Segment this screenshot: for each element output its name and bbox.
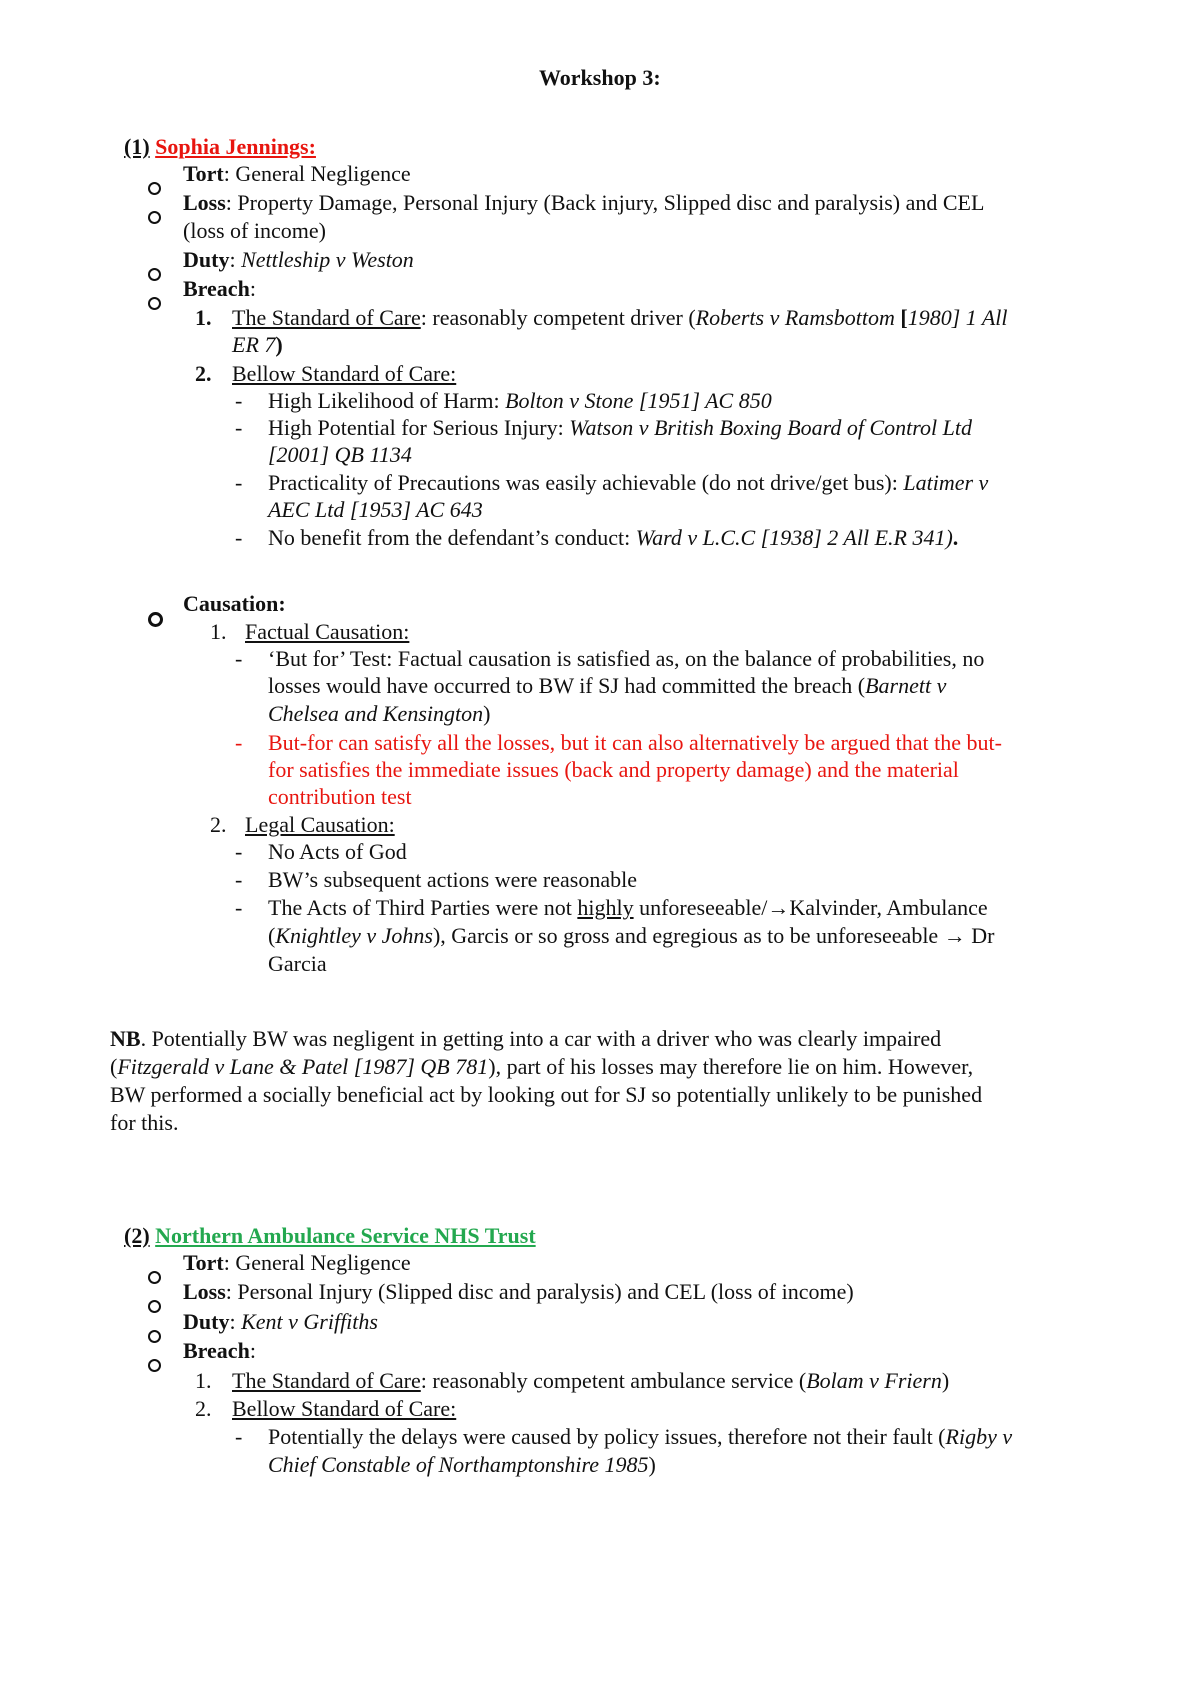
section-2-breach-item-2 — [232, 1395, 456, 1423]
item-case: Barnett v — [865, 673, 947, 698]
breach-item-1-number: 1. — [195, 1368, 212, 1393]
breach-item-2 — [232, 360, 456, 388]
breach-colon: : — [249, 276, 256, 301]
duty-case: Kent v Griffiths — [241, 1309, 378, 1334]
loss-label: Loss — [183, 1279, 226, 1304]
arrow-icon: → — [767, 895, 790, 920]
bullet-tort-marker — [148, 182, 161, 195]
tort-text: : General Negligence — [223, 161, 411, 186]
dash-marker: - — [235, 1424, 243, 1449]
bullet-breach-marker — [148, 1359, 161, 1372]
item-text: Kalvinder, Ambulance — [789, 895, 988, 920]
nb-paragraph-line-4 — [110, 1109, 178, 1137]
nb-paragraph-line-1 — [110, 1025, 941, 1053]
section-1-breach — [183, 275, 256, 303]
loss-label: Loss — [183, 190, 226, 215]
loss-text: : Property Damage, Personal Injury (Back injury, Slipped disc and paralysis) and CEL — [225, 190, 985, 215]
section-2-heading — [124, 1222, 536, 1250]
item-text: Garcia — [268, 951, 327, 976]
nb-case: Fitzgerald v Lane & Patel [1987] QB 781 — [117, 1054, 489, 1079]
item-text: Practicality of Precautions was easily achievable (do not drive/get bus): — [268, 470, 904, 495]
item-text: contribution test — [268, 784, 412, 809]
duty-label: Duty — [183, 1309, 230, 1334]
section-1-heading — [124, 133, 316, 161]
breach-item-1-number: 1. — [195, 305, 212, 330]
dash-marker: - — [235, 839, 243, 864]
dash-marker: - — [235, 730, 243, 755]
tort-label: Tort — [183, 1250, 224, 1275]
below-standard-item-3-cont — [268, 496, 483, 524]
item-text: But-for can satisfy all the losses, but it can also alternatively be argued that the but- — [268, 730, 1002, 755]
item-case: Knightley v Johns — [275, 923, 433, 948]
loss-text-cont: (loss of income) — [183, 218, 326, 243]
duty-case: Nettleship v Weston — [241, 247, 414, 272]
below-standard-item-1 — [268, 387, 772, 415]
bullet-breach-marker — [148, 297, 161, 310]
item-case-cont: AEC Ltd [1953] AC 643 — [268, 497, 483, 522]
legal-causation-item-3-cont — [268, 922, 994, 950]
bullet-duty-marker — [148, 1330, 161, 1343]
breach-item-2-number: 2. — [195, 361, 212, 386]
item-case: Watson v British Boxing Board of Control Ltd — [569, 415, 972, 440]
highly-word: highly — [577, 895, 634, 920]
legal-causation-item-2 — [268, 866, 637, 894]
item-text: High Potential for Serious Injury: — [268, 415, 570, 440]
page-title-text: Workshop 3: — [539, 65, 661, 90]
loss-text: : Personal Injury (Slipped disc and paralysis) and CEL (loss of income) — [225, 1279, 854, 1304]
factual-causation-item-2 — [268, 729, 1002, 757]
item-text: for satisfies the immediate issues (back and property damage) and the material — [268, 757, 959, 782]
legal-causation-item-3 — [268, 894, 988, 922]
nb-open: ( — [110, 1054, 118, 1079]
item-text: ), Garcis or so gross and egregious as to be unforeseeable — [432, 923, 944, 948]
item-case: Rigby v — [945, 1424, 1013, 1449]
tort-text: : General Negligence — [223, 1250, 411, 1275]
standard-of-care-case-3: ER 7 — [232, 332, 276, 357]
causation-label: Causation: — [183, 591, 286, 616]
breach-label: Breach — [183, 276, 250, 301]
breach-item-2-number: 2. — [195, 1396, 212, 1421]
below-standard-item-4 — [268, 524, 958, 552]
bullet-loss-marker — [148, 1300, 161, 1313]
standard-of-care-close: ) — [941, 1368, 950, 1393]
nb-text: ), part of his losses may therefore lie on him. However, — [488, 1054, 974, 1079]
item-case: Chelsea and Kensington — [268, 701, 484, 726]
breach-label: Breach — [183, 1338, 250, 1363]
item-case: Latimer v — [903, 470, 989, 495]
nb-paragraph-line-2 — [110, 1053, 973, 1081]
nb-text: for this. — [110, 1110, 179, 1135]
causation-item-2-number: 2. — [210, 812, 227, 837]
section-1-loss-cont — [183, 217, 326, 245]
causation-item-2 — [245, 811, 395, 839]
section-2-duty — [183, 1308, 378, 1336]
section-2-breach-item-1 — [232, 1367, 949, 1395]
section-1-loss — [183, 189, 984, 217]
factual-causation-item-1 — [268, 645, 984, 673]
tort-label: Tort — [183, 161, 224, 186]
section-2-party-name: Northern Ambulance Service NHS Trust — [155, 1223, 536, 1248]
item-end: . — [952, 525, 959, 550]
item-close: ) — [483, 701, 491, 726]
duty-label: Duty — [183, 247, 230, 272]
below-standard-item-3 — [268, 469, 988, 497]
item-text: High Likelihood of Harm: — [268, 388, 506, 413]
nb-label: NB — [110, 1026, 141, 1051]
standard-of-care-label: The Standard of Care — [232, 1368, 421, 1393]
dash-marker: - — [235, 415, 243, 440]
bullet-causation-marker — [148, 612, 163, 627]
section-2-number: (2) — [124, 1223, 150, 1248]
item-text: Potentially the delays were caused by policy issues, therefore not their fault ( — [268, 1424, 946, 1449]
nb-text: . Potentially BW was negligent in getting into a car with a driver who was clearly impaired — [140, 1026, 942, 1051]
legal-causation-item-3-cont-2 — [268, 950, 327, 978]
nb-paragraph-line-3 — [110, 1081, 982, 1109]
standard-of-care-case: Roberts v Ramsbottom — [695, 305, 901, 330]
item-text: No Acts of God — [268, 839, 407, 864]
section-2-loss — [183, 1278, 854, 1306]
duty-sep: : — [229, 247, 242, 272]
nb-text: BW performed a socially beneficial act by looking out for SJ so potentially unlikely to be punished — [110, 1082, 983, 1107]
item-close: ) — [648, 1452, 656, 1477]
section-1-causation — [183, 590, 286, 618]
breach-item-1 — [232, 304, 1008, 332]
bullet-tort-marker — [148, 1271, 161, 1284]
item-case-cont: [2001] QB 1134 — [268, 442, 412, 467]
factual-causation-item-2-cont-2 — [268, 783, 412, 811]
breach-item-1-cont — [232, 331, 283, 359]
bullet-loss-marker — [148, 211, 161, 224]
dash-marker: - — [235, 867, 243, 892]
section-1-duty — [183, 246, 414, 274]
section-2-tort — [183, 1249, 411, 1277]
section-2-below-standard-item-1 — [268, 1423, 1012, 1451]
legal-causation-label: Legal Causation: — [245, 812, 395, 837]
section-2-breach — [183, 1337, 256, 1365]
standard-of-care-case-2: 1980] 1 All — [907, 305, 1008, 330]
item-open: ( — [268, 923, 276, 948]
section-1-number: (1) — [124, 134, 150, 159]
item-case: Bolton v Stone [1951] AC 850 — [505, 388, 772, 413]
causation-item-1 — [245, 618, 409, 646]
item-case: Chief Constable of Northamptonshire 1985 — [268, 1452, 649, 1477]
standard-of-care-text: : reasonably competent ambulance service ( — [420, 1368, 807, 1393]
item-text: BW’s subsequent actions were reasonable — [268, 867, 637, 892]
factual-causation-label: Factual Causation: — [245, 619, 410, 644]
factual-causation-item-1-cont-2 — [268, 700, 490, 728]
item-text: The Acts of Third Parties were not — [268, 895, 578, 920]
bullet-duty-marker — [148, 268, 161, 281]
item-text: Dr — [965, 923, 995, 948]
page-title — [539, 64, 661, 92]
dash-marker: - — [235, 646, 243, 671]
standard-of-care-text: : reasonably competent driver ( — [420, 305, 696, 330]
section-1-party-name: Sophia Jennings: — [155, 134, 316, 159]
below-standard-label: Bellow Standard of Care: — [232, 1396, 457, 1421]
dash-marker: - — [235, 525, 243, 550]
standard-of-care-case: Bolam v Friern — [806, 1368, 942, 1393]
section-1-tort — [183, 160, 411, 188]
dash-marker: - — [235, 470, 243, 495]
standard-of-care-label: The Standard of Care — [232, 305, 421, 330]
below-standard-label: Bellow Standard of Care: — [232, 361, 457, 386]
below-standard-item-2-cont — [268, 441, 412, 469]
dash-marker: - — [235, 388, 243, 413]
item-case: Ward v L.C.C [1938] 2 All E.R 341) — [635, 525, 953, 550]
dash-marker: - — [235, 895, 243, 920]
section-2-below-standard-item-1-cont — [268, 1451, 656, 1479]
causation-item-1-number: 1. — [210, 619, 227, 644]
below-standard-item-2 — [268, 414, 972, 442]
factual-causation-item-1-cont — [268, 672, 946, 700]
legal-causation-item-1 — [268, 838, 407, 866]
standard-of-care-close: ) — [275, 332, 283, 357]
arrow-icon: → — [943, 923, 966, 948]
duty-sep: : — [229, 1309, 242, 1334]
item-text: unforeseeable/ — [633, 895, 768, 920]
factual-causation-item-2-cont — [268, 756, 959, 784]
item-text: losses would have occurred to BW if SJ had committed the breach ( — [268, 673, 866, 698]
item-text: No benefit from the defendant’s conduct: — [268, 525, 636, 550]
breach-colon: : — [249, 1338, 256, 1363]
item-text: ‘But for’ Test: Factual causation is satisfied as, on the balance of probabilities, no — [268, 646, 985, 671]
standard-of-care-bracket: [ — [900, 305, 908, 330]
